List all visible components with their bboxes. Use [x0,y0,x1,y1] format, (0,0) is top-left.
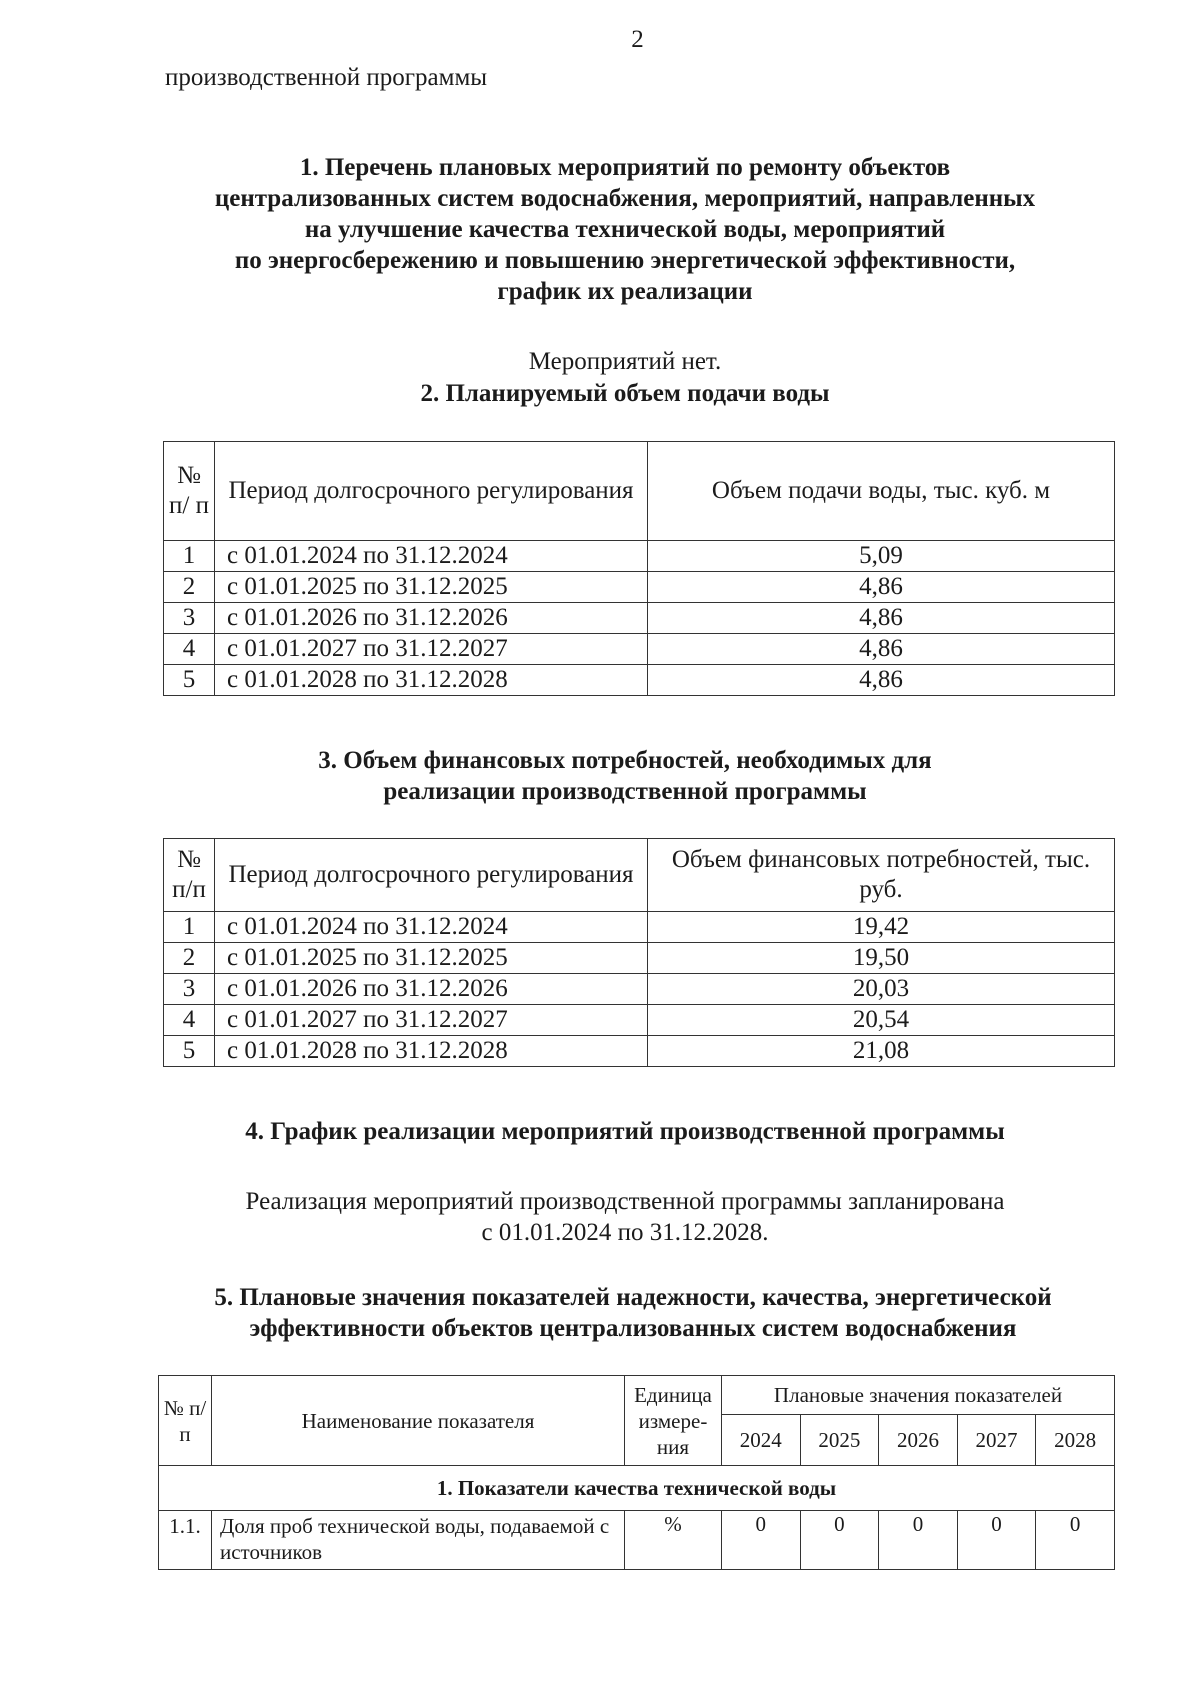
table-row [164,572,1115,603]
header-num: № п/п [159,1376,212,1466]
row-num: 1 [164,541,215,572]
table-row [164,634,1115,665]
section1-title-line: централизованных систем водоснабжения, мероприятий, направленных [214,185,1036,212]
table-row [159,1511,1115,1570]
header-value: Объем финансовых потребностей, тыс. руб. [648,839,1115,912]
section1-title-line: 1. Перечень плановых мероприятий по ремонту объектов [299,154,951,181]
row-num: 1.1. [159,1511,212,1570]
row-value: 0 [1036,1511,1115,1570]
header-unit: Единица измере- ния [625,1376,722,1466]
section4-text [150,1186,1100,1248]
subsection-row [159,1466,1115,1511]
table-row [164,603,1115,634]
header-year: 2027 [957,1415,1036,1466]
section1-note: Мероприятий нет. [528,348,722,375]
section5-title [158,1282,1108,1344]
table-header-row [164,442,1115,541]
section1-title-line: на улучшение качества технической воды, мероприятий [304,216,946,243]
header-year: 2026 [879,1415,958,1466]
table-row [164,912,1115,943]
row-period: с 01.01.2028 по 31.12.2028 [215,1036,648,1067]
table-row [164,665,1115,696]
row-value: 19,50 [648,943,1115,974]
header-num: № п/п [164,839,215,912]
row-value: 0 [722,1511,801,1570]
row-unit: % [625,1511,722,1570]
section3-title [150,745,1100,807]
section3-title-line: реализации производственной программы [383,778,867,805]
header-value: Объем подачи воды, тыс. куб. м [648,442,1115,541]
page-number: 2 [631,26,644,53]
row-num: 2 [164,572,215,603]
row-period: с 01.01.2024 по 31.12.2024 [215,541,648,572]
header-period: Период долгосрочного регулирования [215,839,648,912]
continuation-text: производственной программы [165,64,488,91]
section1-title [150,152,1100,307]
row-value: 4,86 [648,634,1115,665]
header-year: 2028 [1036,1415,1115,1466]
table-header-row [164,839,1115,912]
row-num: 5 [164,1036,215,1067]
table-row [164,943,1115,974]
header-period: Период долгосрочного регулирования [215,442,648,541]
table-row [164,1036,1115,1067]
row-num: 3 [164,603,215,634]
row-period: с 01.01.2027 по 31.12.2027 [215,634,648,665]
row-value: 0 [879,1511,958,1570]
table-row [164,541,1115,572]
row-value: 5,09 [648,541,1115,572]
row-num: 4 [164,634,215,665]
table-header-row [159,1376,1115,1415]
subsection-title: 1. Показатели качества технической воды [159,1466,1115,1511]
row-period: с 01.01.2025 по 31.12.2025 [215,943,648,974]
row-period: с 01.01.2028 по 31.12.2028 [215,665,648,696]
row-value: 4,86 [648,603,1115,634]
row-period: с 01.01.2027 по 31.12.2027 [215,1005,648,1036]
row-num: 3 [164,974,215,1005]
row-value: 20,54 [648,1005,1115,1036]
row-value: 20,03 [648,974,1115,1005]
row-value: 19,42 [648,912,1115,943]
header-year: 2024 [722,1415,801,1466]
section1-title-line: график их реализации [497,278,753,305]
header-year: 2025 [800,1415,879,1466]
row-value: 0 [957,1511,1036,1570]
section4-title: 4. График реализации мероприятий производственной программы [245,1118,1005,1145]
row-name: Доля проб технической воды, подаваемой с источников [212,1511,625,1570]
row-value: 0 [800,1511,879,1570]
section2-title: 2. Планируемый объем подачи воды [420,380,830,407]
table-row [164,1005,1115,1036]
section3-title-line: 3. Объем финансовых потребностей, необходимых для [318,747,932,774]
water-supply-table [163,441,1115,696]
header-planned-values: Плановые значения показателей [722,1376,1115,1415]
row-period: с 01.01.2024 по 31.12.2024 [215,912,648,943]
row-period: с 01.01.2026 по 31.12.2026 [215,603,648,634]
section1-title-line: по энергосбережению и повышению энергетической эффективности, [234,247,1016,274]
row-value: 4,86 [648,665,1115,696]
row-num: 5 [164,665,215,696]
row-num: 2 [164,943,215,974]
header-num: № п/ п [164,442,215,541]
section5-title-line: эффективности объектов централизованных систем водоснабжения [249,1315,1017,1342]
section5-title-line: 5. Плановые значения показателей надежности, качества, энергетической [214,1284,1052,1311]
row-period: с 01.01.2025 по 31.12.2025 [215,572,648,603]
financial-needs-table [163,838,1115,1067]
row-num: 1 [164,912,215,943]
table-row [164,974,1115,1005]
section4-text-line: с 01.01.2024 по 31.12.2028. [481,1219,769,1246]
header-name: Наименование показателя [212,1376,625,1466]
row-num: 4 [164,1005,215,1036]
section4-text-line: Реализация мероприятий производственной программы запланирована [245,1188,1005,1215]
row-value: 4,86 [648,572,1115,603]
row-period: с 01.01.2026 по 31.12.2026 [215,974,648,1005]
indicators-table [158,1375,1115,1570]
row-value: 21,08 [648,1036,1115,1067]
